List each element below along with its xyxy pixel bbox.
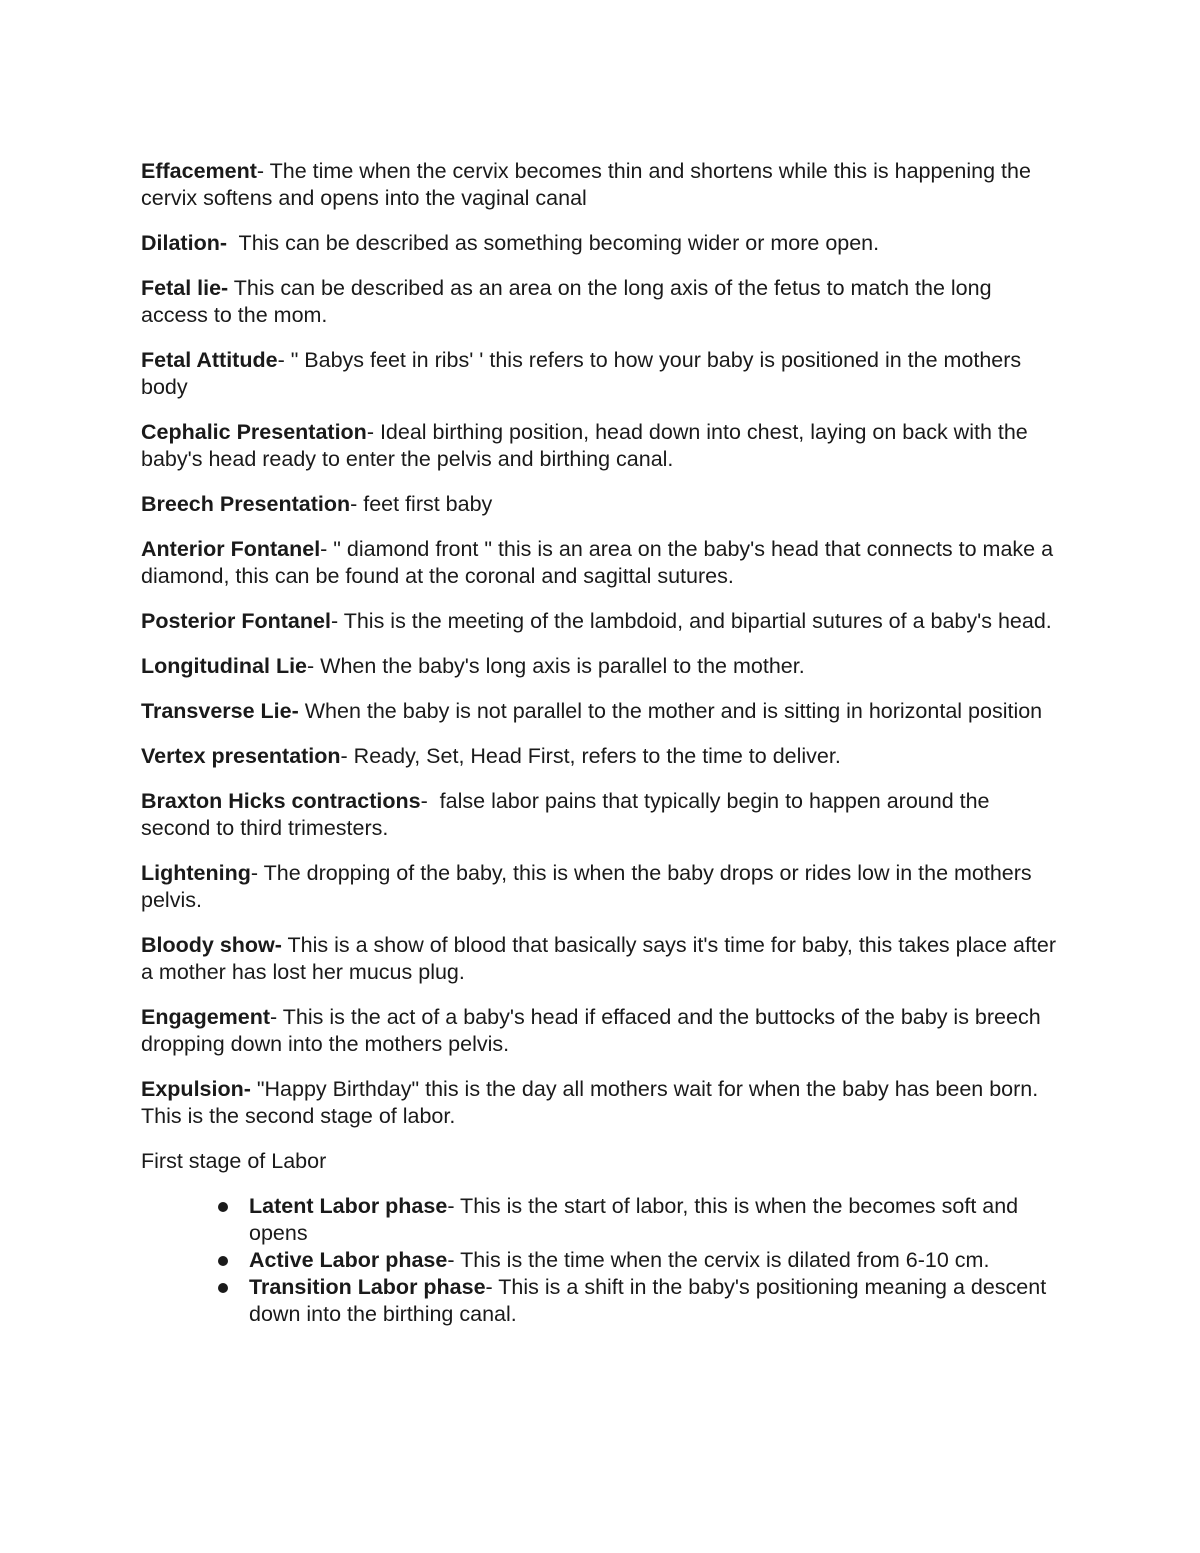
definition-term: Engagement	[141, 1005, 271, 1029]
definition-braxton-hicks	[141, 788, 1061, 842]
definition-posterior-fontanel	[141, 608, 1061, 635]
list-item-term: Active Labor phase	[249, 1248, 448, 1272]
definition-term: Fetal lie-	[141, 276, 229, 300]
definition-lightening	[141, 860, 1061, 914]
definition-term: Braxton Hicks contractions	[141, 789, 421, 813]
definition-vertex-presentation	[141, 743, 1061, 770]
definition-text: - Ready, Set, Head First, refers to the time to deliver.	[340, 744, 841, 768]
first-stage-list	[141, 1193, 1061, 1328]
definition-bloody-show	[141, 932, 1061, 986]
list-item	[249, 1247, 1061, 1274]
list-item-text: - This is the time when the cervix is dilated from 6-10 cm.	[447, 1248, 990, 1272]
definition-breech-presentation	[141, 491, 1061, 518]
definition-term: Lightening	[141, 861, 251, 885]
definition-text: - Ideal birthing position, head down into chest, laying on back with the baby's head ready to enter the pelvis and birthing canal.	[141, 420, 1028, 471]
definition-text: When the baby is not parallel to the mother and is sitting in horizontal position	[298, 699, 1043, 723]
definition-term: Expulsion-	[141, 1077, 251, 1101]
definition-term: Fetal Attitude	[141, 348, 278, 372]
definition-text: - false labor pains that typically begin to happen around the second to third trimesters.	[141, 789, 996, 840]
list-item-text: - This is the start of labor, this is when the becomes soft and opens	[249, 1194, 1019, 1245]
definition-fetal-lie	[141, 275, 1061, 329]
definition-text: "Happy Birthday" this is the day all mothers wait for when the baby has been born. This is the second stage of labor.	[141, 1077, 1039, 1128]
definition-term: Anterior Fontanel	[141, 537, 321, 561]
definition-text: - " Babys feet in ribs' ' this refers to how your baby is positioned in the mothers body	[141, 348, 1022, 399]
definition-term: Transverse Lie-	[141, 699, 299, 723]
list-item-term: Transition Labor phase	[249, 1275, 486, 1299]
definition-term: Breech Presentation	[141, 492, 351, 516]
definition-text: This can be described as something becoming wider or more open.	[227, 231, 880, 255]
bullet-icon	[218, 1283, 228, 1293]
document-page	[141, 158, 1061, 1328]
definition-text: - The time when the cervix becomes thin and shortens while this is happening the cervix softens and opens into the vaginal canal	[141, 159, 1031, 210]
definition-term: Bloody show-	[141, 933, 282, 957]
definition-text: - feet first baby	[350, 492, 493, 516]
definition-transverse-lie	[141, 698, 1061, 725]
bullet-icon	[218, 1256, 228, 1266]
definition-text: - This is the act of a baby's head if effaced and the buttocks of the baby is breech dropping down into the mothers pelvis.	[141, 1005, 1041, 1056]
definition-effacement	[141, 158, 1061, 212]
definition-dilation	[141, 230, 1061, 257]
definition-text: - " diamond front " this is an area on the baby's head that connects to make a diamond, this can be found at the coronal and sagittal sutures.	[141, 537, 1054, 588]
definition-term: Effacement	[141, 159, 257, 183]
definition-anterior-fontanel	[141, 536, 1061, 590]
definition-text: This can be described as an area on the long axis of the fetus to match the long access to the mom.	[141, 276, 992, 327]
list-item-term: Latent Labor phase	[249, 1194, 448, 1218]
definition-text: - This is the meeting of the lambdoid, and bipartial sutures of a baby's head.	[330, 609, 1052, 633]
list-item	[249, 1193, 1061, 1247]
definition-term: Posterior Fontanel	[141, 609, 331, 633]
definition-term: Dilation-	[141, 231, 227, 255]
definition-term: Cephalic Presentation	[141, 420, 367, 444]
definition-engagement	[141, 1004, 1061, 1058]
definition-text: - The dropping of the baby, this is when the baby drops or rides low in the mothers pelvis.	[141, 861, 1032, 912]
definition-fetal-attitude	[141, 347, 1061, 401]
section-heading-first-stage: First stage of Labor	[141, 1149, 327, 1173]
definition-term: Longitudinal Lie	[141, 654, 308, 678]
definition-expulsion	[141, 1076, 1061, 1130]
definition-text: This is a show of blood that basically says it's time for baby, this takes place after a mother has lost her mucus plug.	[141, 933, 1057, 984]
definition-text: - When the baby's long axis is parallel to the mother.	[307, 654, 805, 678]
definition-longitudinal-lie	[141, 653, 1061, 680]
list-item-text: - This is a shift in the baby's positioning meaning a descent down into the birthing canal.	[249, 1275, 1047, 1326]
definition-term: Vertex presentation	[141, 744, 341, 768]
bullet-icon	[218, 1202, 228, 1212]
list-item	[249, 1274, 1061, 1328]
definition-cephalic-presentation	[141, 419, 1061, 473]
